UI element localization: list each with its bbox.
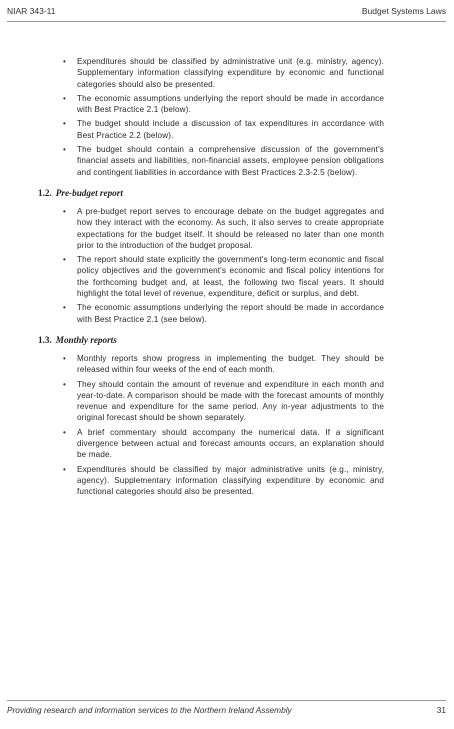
list-item-text: They should contain the amount of revenue and expenditure in each month and year-to-date. A comparison should be made with the forecast amounts of monthly revenue and expenditure for the same period. Any in-year adjustments to the original forecast should be shown separately. [77, 379, 384, 423]
section-heading-pre-budget-report [38, 188, 384, 198]
section-title: Monthly reports [55, 334, 117, 345]
intro-bullet-list [38, 56, 384, 178]
bullet-icon: • [63, 464, 66, 474]
list-item-text: A brief commentary should accompany the numerical data. If a significant divergence between actual and forecast amounts occurs, an explanation should be made. [77, 427, 384, 460]
bullet-icon: • [63, 303, 66, 313]
bullet-icon: • [63, 206, 66, 216]
pre-budget-bullet-list [38, 206, 384, 325]
page-number: 31 [436, 705, 446, 715]
header-divider [7, 21, 446, 22]
page-footer [7, 705, 446, 719]
bullet-icon: • [63, 119, 66, 129]
bullet-icon: • [63, 427, 66, 437]
section-number: 1.3. [38, 334, 52, 345]
bullet-icon: • [63, 255, 66, 265]
list-item [60, 353, 384, 376]
list-item-text: Expenditures should be classified by major administrative units (e.g., ministry, agency). Supplementary information classifying expenditure by economic and functional categories should also be presented. [77, 464, 384, 497]
list-item [60, 144, 384, 178]
footer-tagline: Providing research and information services to the Northern Ireland Assembly [7, 705, 292, 715]
list-item [60, 206, 384, 251]
section-heading-monthly-reports [38, 335, 384, 345]
list-item [60, 118, 384, 141]
list-item [60, 254, 384, 299]
list-item [60, 93, 384, 116]
list-item-text: The budget should contain a comprehensive discussion of the government's financial assets and liabilities, non-financial assets, employee pension obligations and contingent liabilities in accordance with Best Practices 2.3-2.5 (below). [77, 145, 384, 177]
document-title: Budget Systems Laws [361, 6, 446, 16]
list-item-text: A pre-budget report serves to encourage debate on the budget aggregates and how they interact with the economy. As such, it also serves to create appropriate expectations for the budget itself. It should be released no later than one month prior to the introduction of the budget proposal. [77, 206, 384, 250]
list-item [60, 464, 384, 498]
section-number: 1.2. [38, 187, 52, 198]
list-item [60, 379, 384, 424]
bullet-icon: • [63, 93, 66, 103]
list-item [60, 302, 384, 325]
list-item [60, 56, 384, 90]
list-item-text: Expenditures should be classified by administrative unit (e.g. ministry, agency). Supplementary information classifying expenditure by economic and functional categories should also be presented. [77, 57, 384, 89]
list-item-text: The budget should include a discussion of tax expenditures in accordance with Best Practice 2.2 (below). [77, 119, 384, 140]
list-item-text: The report should state explicitly the government's long-term economic and fiscal policy objectives and the government's economic and fiscal policy intentions for the forthcoming budget and, at least, the following two fiscal years. It should highlight the total level of revenue, expenditure, deficit or surplus, and debt. [77, 255, 384, 299]
bullet-icon: • [63, 145, 66, 155]
footer-divider [7, 700, 446, 701]
bullet-icon: • [63, 379, 66, 389]
page-header [7, 6, 446, 20]
page-body [38, 56, 384, 501]
list-item-text: The economic assumptions underlying the report should be made in accordance with Best Practice 2.1 (below). [77, 93, 384, 115]
list-item-text: Monthly reports show progress in implementing the budget. They should be released within four weeks of the end of each month. [77, 353, 384, 375]
bullet-icon: • [63, 57, 66, 66]
report-number: NIAR 343-11 [7, 6, 56, 16]
list-item [60, 427, 384, 461]
bullet-icon: • [63, 353, 66, 363]
monthly-reports-bullet-list [38, 353, 384, 498]
list-item-text: The economic assumptions underlying the report should be made in accordance with Best Practice 2.1 (see below). [77, 303, 384, 324]
section-title: Pre-budget report [55, 187, 123, 198]
